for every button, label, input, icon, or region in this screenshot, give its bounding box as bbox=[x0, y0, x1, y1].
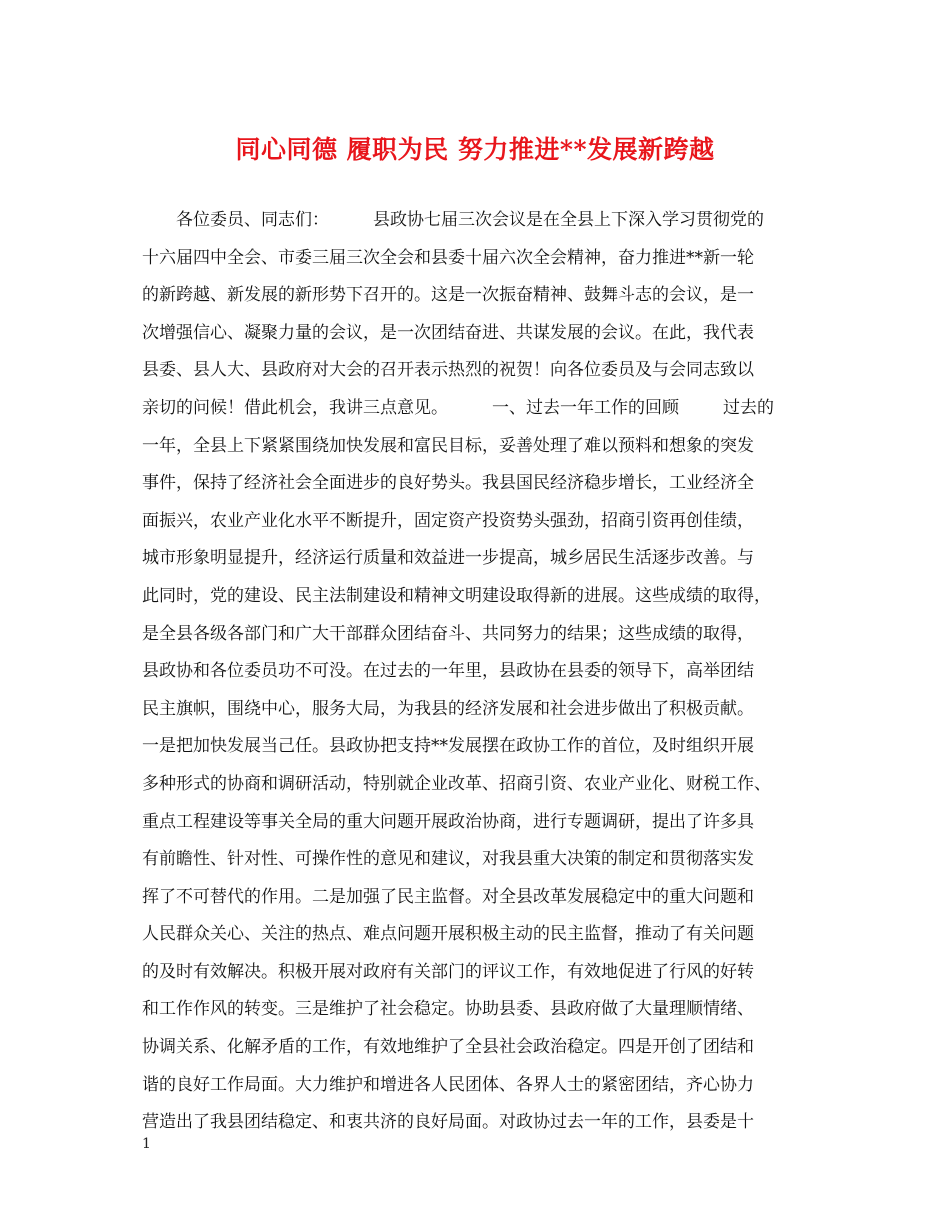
body-line-9: 面振兴，农业产业化水平不断提升，固定资产投资势头强劲，招商引资再创佳绩， bbox=[142, 510, 754, 531]
body-line-6: 亲切的问候！借此机会，我讲三点意见。 一、过去一年工作的回顾 过去的 bbox=[142, 397, 774, 418]
body-line-10: 城市形象明显提升，经济运行质量和效益进一步提高，城乡居民生活逐步改善。与 bbox=[142, 548, 754, 569]
body-line-15: 一是把加快发展当己任。县政协把支持**发展摆在政协工作的首位，及时组织开展 bbox=[142, 736, 754, 757]
salutation: 各位委员、同志们： bbox=[176, 210, 329, 230]
body-line-24: 谐的良好工作局面。大力维护和增进各人民团体、各界人士的紧密团结，齐心协力 bbox=[142, 1074, 754, 1095]
body-line-7: 一年，全县上下紧紧围绕加快发展和富民目标，妥善处理了难以预料和想象的突发 bbox=[142, 435, 754, 456]
body-line-1: 各位委员、同志们： 县政协七届三次会议是在全县上下深入学习贯彻党的 bbox=[176, 210, 764, 230]
document-title: 同心同德 履职为民 努力推进**发展新跨越 bbox=[235, 135, 715, 164]
body-line-20: 人民群众关心、关注的热点、难点问题开展积极主动的民主监督，推动了有关问题 bbox=[142, 924, 754, 945]
body-line-3: 的新跨越、新发展的新形势下召开的。这是一次振奋精神、鼓舞斗志的会议，是一 bbox=[142, 285, 754, 306]
body-line-4: 次增强信心、凝聚力量的会议，是一次团结奋进、共谋发展的会议。在此，我代表 bbox=[142, 322, 754, 343]
body-line-8: 事件，保持了经济社会全面进步的良好势头。我县国民经济稳步增长，工业经济全 bbox=[142, 473, 754, 494]
body-line-12: 是全县各级各部门和广大干部群众团结奋斗、共同努力的结果；这些成绩的取得， bbox=[142, 623, 754, 644]
body-line-16: 多种形式的协商和调研活动，特别就企业改革、招商引资、农业产业化、财税工作、 bbox=[142, 773, 771, 794]
body-line-18: 有前瞻性、针对性、可操作性的意见和建议，对我县重大决策的制定和贯彻落实发 bbox=[142, 849, 754, 870]
body-line-13: 县政协和各位委员功不可没。在过去的一年里，县政协在县委的领导下，高举团结 bbox=[142, 661, 754, 682]
body-line-2: 十六届四中全会、市委三届三次全会和县委十届六次全会精神，奋力推进**新一轮 bbox=[142, 247, 754, 268]
body-line-5: 县委、县人大、县政府对大会的召开表示热烈的祝贺！向各位委员及与会同志致以 bbox=[142, 360, 754, 381]
body-line-21: 的及时有效解决。积极开展对政府有关部门的评议工作，有效地促进了行风的好转 bbox=[142, 961, 754, 982]
body-line-25: 营造出了我县团结稳定、和衷共济的良好局面。对政协过去一年的工作，县委是十 bbox=[142, 1112, 754, 1133]
body-line-17: 重点工程建设等事关全局的重大问题开展政治协商，进行专题调研，提出了许多具 bbox=[142, 811, 754, 832]
body-line-11: 此同时，党的建设、民主法制建设和精神文明建设取得新的进展。这些成绩的取得， bbox=[142, 585, 771, 606]
section-heading: 一、过去一年工作的回顾 bbox=[492, 397, 679, 418]
body-line-14: 民主旗帜，围绕中心，服务大局，为我县的经济发展和社会进步做出了积极贡献。 bbox=[142, 698, 754, 719]
document-body bbox=[142, 202, 822, 1142]
body-line-22: 和工作作风的转变。三是维护了社会稳定。协助县委、县政府做了大量理顺情绪、 bbox=[142, 999, 754, 1020]
body-line-23: 协调关系、化解矛盾的工作，有效地维护了全县社会政治稳定。四是开创了团结和 bbox=[142, 1037, 754, 1058]
page-number: 1 bbox=[142, 1136, 151, 1152]
body-line-19: 挥了不可替代的作用。二是加强了民主监督。对全县改革发展稳定中的重大问题和 bbox=[142, 886, 754, 907]
